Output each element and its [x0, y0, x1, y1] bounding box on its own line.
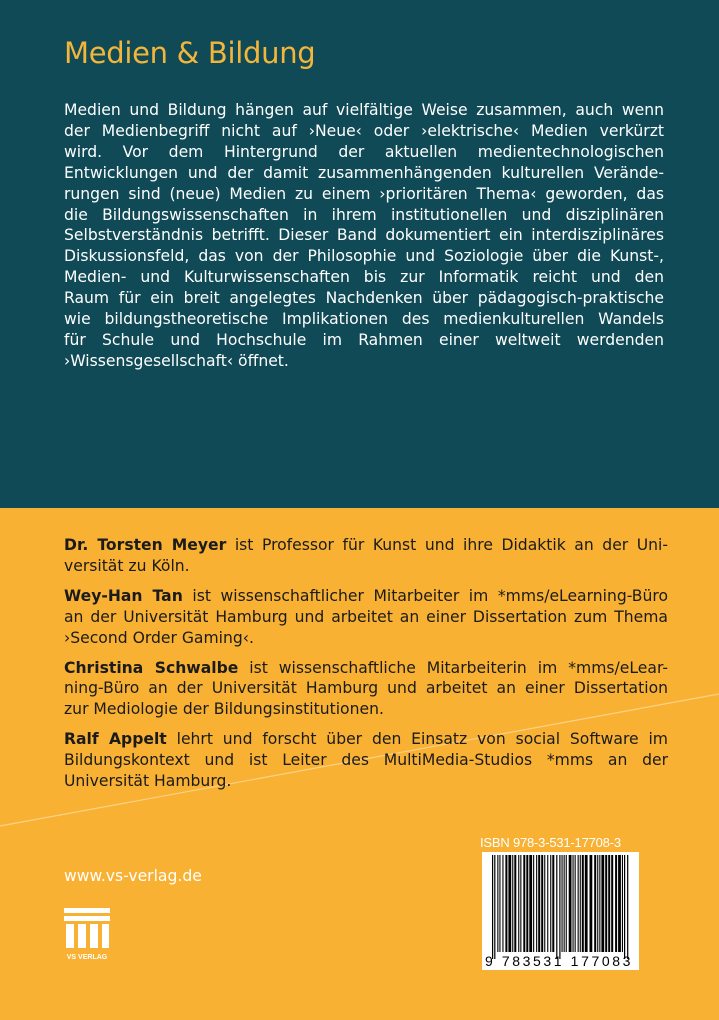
barcode-bar [547, 855, 548, 952]
barcode-bar [518, 855, 519, 952]
publisher-url[interactable]: www.vs-verlag.de [64, 867, 202, 885]
bio-line: zur Mediologie der Bildungsinstitutionen. [64, 700, 384, 719]
barcode-bar [538, 855, 540, 952]
barcode-bar [508, 855, 511, 952]
barcode-bar [569, 855, 572, 952]
barcode-bar [573, 855, 574, 952]
blurb-line: ›Wissensgesellschaft‹ öffnet. [64, 351, 289, 370]
barcode-bar [578, 855, 579, 952]
bio-line [64, 729, 668, 750]
barcode-bar [590, 855, 593, 952]
blurb-line: der Medienbegriff nicht auf ›Neue‹ oder ›elektrische‹ Medien verkürzt [64, 121, 664, 140]
barcode-bar [512, 855, 513, 952]
blurb-line: Raum für ein breit angelegtes Nachdenken über pädagogisch-praktische [64, 289, 664, 308]
barcode-bar [494, 855, 495, 959]
barcode-bar [556, 855, 557, 959]
barcode-bar [526, 855, 528, 952]
barcode-bar [566, 855, 567, 952]
author-bio [64, 586, 668, 649]
barcode-bar [585, 855, 588, 952]
barcode-bar [520, 855, 521, 952]
bio-text: lehrt und forscht über den Einsatz von social Software im [166, 730, 669, 749]
barcode-bar [594, 855, 596, 952]
barcode-bar [514, 855, 516, 952]
barcode-bar [523, 855, 525, 952]
book-title: Medien & Bildung [64, 36, 316, 70]
barcode-bar [580, 855, 581, 952]
barcode-bar [497, 855, 498, 952]
barcode-bar [601, 855, 604, 952]
barcode-bar [627, 855, 628, 959]
barcode-bar [492, 855, 493, 959]
bio-text: ist wissenschaftliche Mitarbeiterin im *mms/eLear- [238, 658, 668, 677]
barcode-digits-text: 9 783531 177083 [485, 953, 633, 969]
barcode-bar [559, 855, 560, 959]
author-name: Wey-Han Tan [64, 586, 183, 605]
blurb-line: Entwicklungen und der damit zusammenhängenden kulturellen Verände- [64, 163, 664, 182]
blurb-line: für Schule und Hochschule im Rahmen einer weltweit werdenden [64, 330, 664, 349]
bio-text: ist wissenschaftlicher Mitarbeiter im *mms/eLearning-Büro [182, 586, 668, 605]
blurb-line: Selbstverständnis betrifft. Dieser Band dokumentiert ein interdisziplinäres [64, 226, 664, 245]
barcode-bar [608, 855, 610, 952]
vs-verlag-logo [64, 908, 110, 962]
barcode-bar [502, 855, 503, 952]
barcode-bar [622, 855, 623, 952]
author-bio [64, 658, 668, 721]
barcode-bar [529, 855, 532, 952]
barcode-bar [541, 855, 543, 952]
barcode-bar [605, 855, 607, 952]
blurb-line: Medien- und Kulturwissenschaften bis zur Informatik reicht und den [64, 268, 664, 287]
bio-text: ist Professor für Kunst und ihre Didaktik an der Uni- [226, 536, 668, 554]
bio-line: ›Second Order Gaming‹. [64, 628, 254, 647]
barcode-bar [505, 855, 507, 952]
bio-line [64, 535, 668, 556]
blurb-line: wird. Vor dem Hintergrund der aktuellen medientechnologischen [64, 142, 664, 161]
bio-line: versität zu Köln. [64, 556, 190, 575]
barcode-bar [624, 855, 625, 959]
bio-line [64, 658, 668, 679]
author-name: Dr. Torsten Meyer [64, 536, 227, 554]
bio-line [64, 586, 668, 607]
author-bio [64, 535, 668, 577]
blurb-line: wie bildungstheoretische Implikationen des medienkulturellen Wandels [64, 310, 664, 329]
blurb-line: die Bildungswissenschaften in ihrem institutionellen und disziplinären [64, 205, 664, 224]
barcode-bar [611, 855, 613, 952]
barcode-bar [615, 855, 617, 952]
barcode-bar [550, 855, 551, 952]
bio-line: Bildungskontext und ist Leiter des MultiMedia-Studios *mms an der [64, 751, 668, 770]
bio-line: Universität Hamburg. [64, 772, 232, 791]
barcode-bar [618, 855, 621, 952]
barcode-bar [536, 855, 537, 952]
barcode-bar [599, 855, 600, 952]
blurb-line: Diskussionsfeld, das von der Philosophie und Soziologie über die Kunst-, [64, 247, 664, 266]
author-bio [64, 729, 668, 792]
barcode-bar [533, 855, 534, 952]
barcode-bar [597, 855, 598, 952]
author-bios [64, 535, 668, 801]
logo-text: VS VERLAG [66, 954, 108, 961]
bio-line: ning-Büro an der Universität Hamburg und arbeitet an einer Dissertation [64, 679, 668, 698]
barcode-digits [482, 953, 639, 971]
barcode-bar [564, 855, 565, 952]
author-name: Ralf Appelt [64, 730, 167, 749]
bio-line: an der Universität Hamburg und arbeitet an einer Dissertation zum Thema [64, 607, 668, 626]
blurb-line: Medien und Bildung hängen auf vielfältige Weise zusammen, auch wenn [64, 101, 664, 119]
barcode-bar [544, 855, 545, 952]
barcode-bar [582, 855, 584, 952]
blurb-line: rungen sind (neue) Medien zu einem ›prioritären Thema‹ geworden, das [64, 184, 664, 203]
barcode-bar [575, 855, 576, 952]
barcode-bar [552, 855, 554, 952]
isbn-text: ISBN 978-3-531-17708-3 [480, 835, 621, 850]
book-blurb [64, 100, 664, 372]
barcode-bar [499, 855, 500, 952]
author-name: Christina Schwalbe [64, 658, 239, 677]
barcode-bar [562, 855, 563, 952]
